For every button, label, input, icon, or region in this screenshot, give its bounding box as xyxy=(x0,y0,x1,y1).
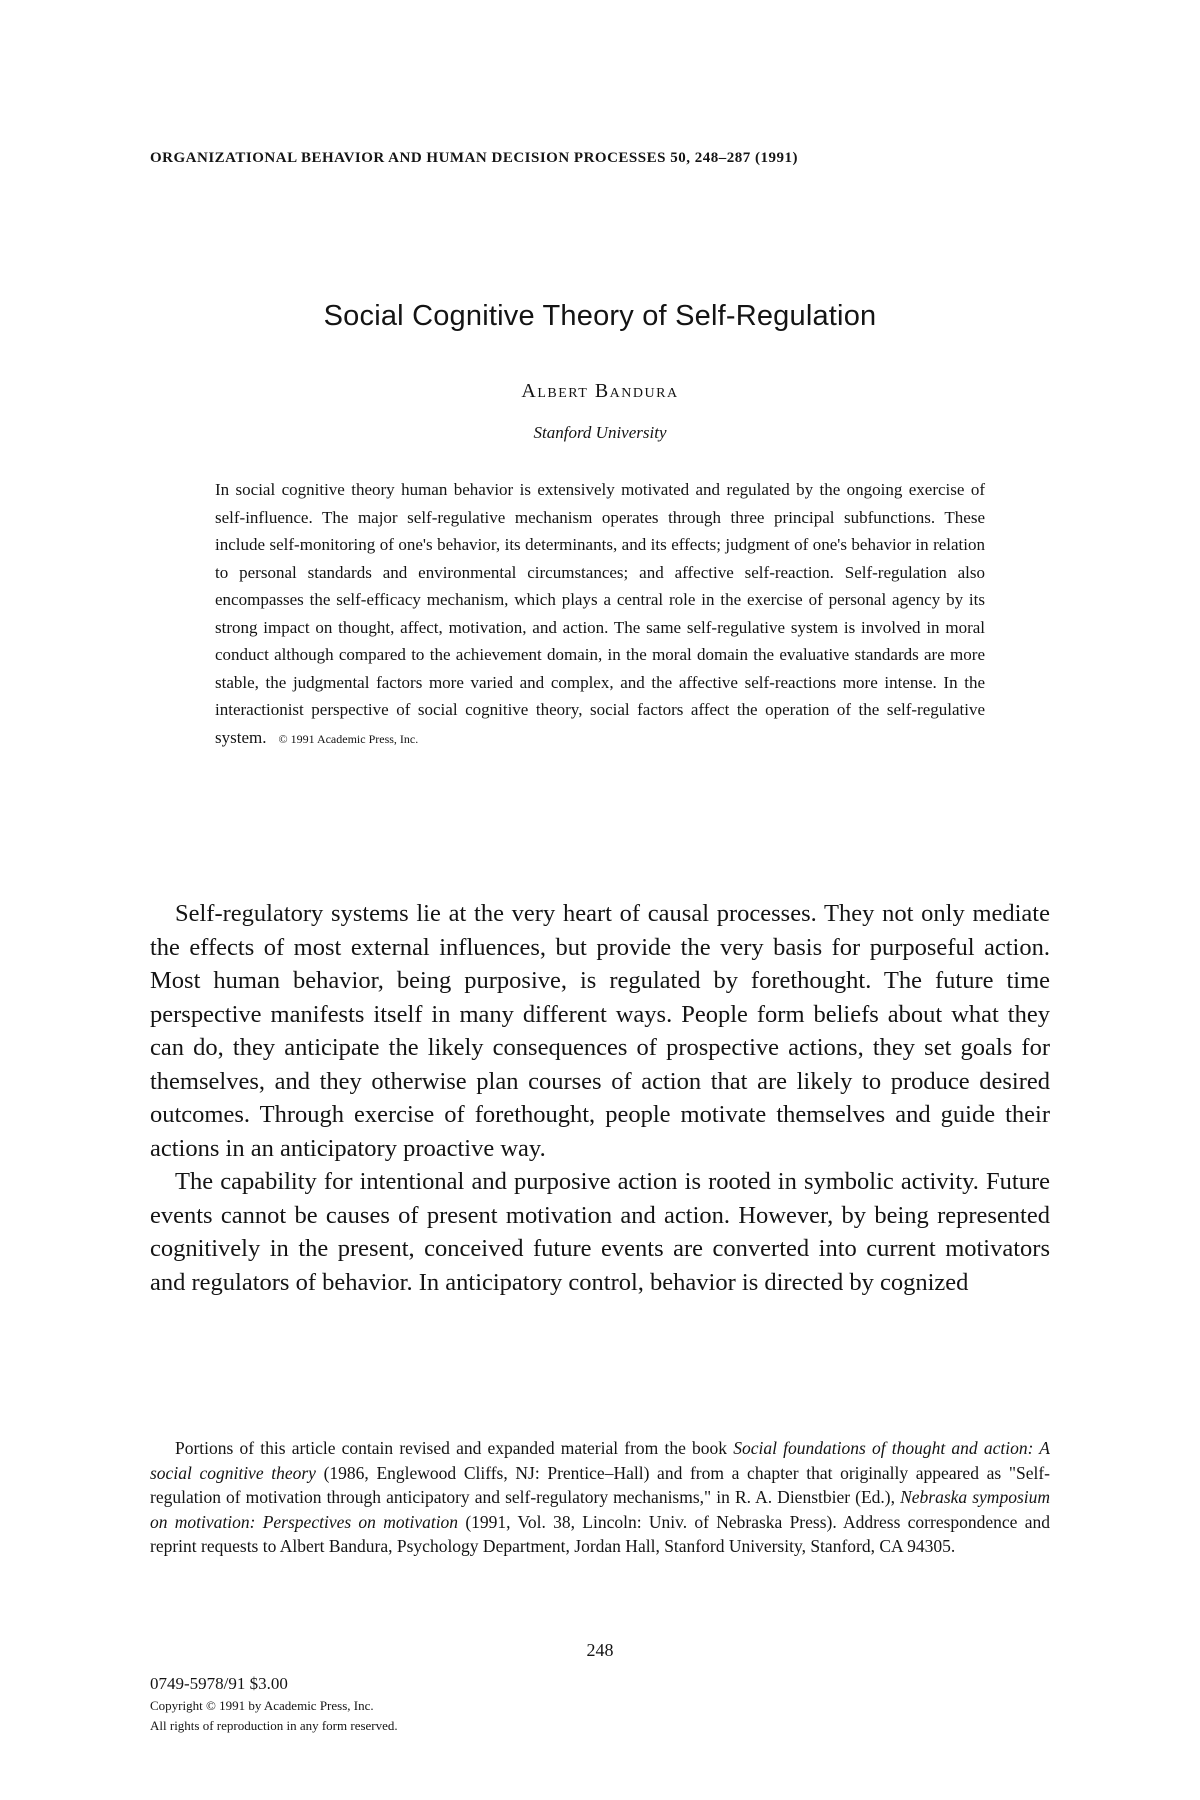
page-number: 248 xyxy=(586,1640,614,1660)
issn-price: 0749-5978/91 $3.00 xyxy=(150,1674,288,1693)
footnote-book-title: Social foundations of thought and action: A social cognitive theory xyxy=(150,1438,1050,1483)
body-paragraph: Self-regulatory systems lie at the very heart of causal processes. They not only mediate the effects of most external influences, but provide the very basis for purposeful action. Most human behavior, being purposive, is regulated by forethought. The future time perspective manifests itself in many different ways. People form beliefs about what they can do, they anticipate the likely consequences of prospective actions, they set goals for themselves, and they otherwise plan courses of action that are likely to produce desired outcomes. Through exercise of forethought, people motivate themselves and guide their actions in an anticipatory proactive way. xyxy=(150,900,1050,1162)
abstract-copyright: © 1991 Academic Press, Inc. xyxy=(278,731,419,746)
abstract xyxy=(215,476,985,753)
abstract-text: In social cognitive theory human behavior is extensively motivated and regulated by the ongoing exercise of self-influence. The major self-regulative mechanism operates through three principal subfunctions. These include self-monitoring of one's behavior, its determinants, and its effects; judgment of one's behavior in relation to personal standards and environmental circumstances; and affective self-reaction. Self-regulation also encompasses the self-efficacy mechanism, which plays a central role in the exercise of personal agency by its strong impact on thought, affect, motivation, and action. The same self-regulative system is involved in moral conduct although compared to the achievement domain, in the moral domain the evaluative standards are more stable, the judgmental factors more varied and complex, and the affective self-reactions more intense. In the interactionist perspective of social cognitive theory, social factors affect the operation of the self-regulative system. xyxy=(215,480,985,747)
body-paragraph: The capability for intentional and purposive action is rooted in symbolic activity. Future events cannot be causes of present motivation and action. However, by being represented cognitively in the present, conceived future events are converted into current motivators and regulators of behavior. In anticipatory control, behavior is directed by cognized xyxy=(150,1168,1050,1296)
article-body xyxy=(150,897,1050,1299)
footnote-text: (1986, Englewood Cliffs, NJ: Prentice–Hall) and from a chapter that originally appeared as "Self-regulation of motivation through anticipatory and self-regulatory mechanisms," in R. A. Dienstbier (Ed.), xyxy=(150,1462,1050,1507)
author-name: Albert Bandura xyxy=(521,380,679,402)
article-title: Social Cognitive Theory of Self-Regulation xyxy=(323,300,877,332)
footnote-text: (1991, Vol. 38, Lincoln: Univ. of Nebraska Press). Address correspondence and reprint requests to Albert Bandura, Psychology Department, Jordan Hall, Stanford University, Stanford, CA 94305. xyxy=(150,1511,1050,1556)
author-affiliation: Stanford University xyxy=(533,423,667,442)
footnote-text: Portions of this article contain revised and expanded material from the book xyxy=(175,1438,734,1458)
copyright-line: Copyright © 1991 by Academic Press, Inc. xyxy=(150,1698,374,1713)
footnote xyxy=(150,1436,1050,1559)
running-head: ORGANIZATIONAL BEHAVIOR AND HUMAN DECISION PROCESSES 50, 248–287 (1991) xyxy=(150,150,798,166)
rights-line: All rights of reproduction in any form reserved. xyxy=(150,1718,398,1733)
footnote-symposium-title: Nebraska symposium on motivation: Perspectives on motivation xyxy=(150,1487,1051,1532)
